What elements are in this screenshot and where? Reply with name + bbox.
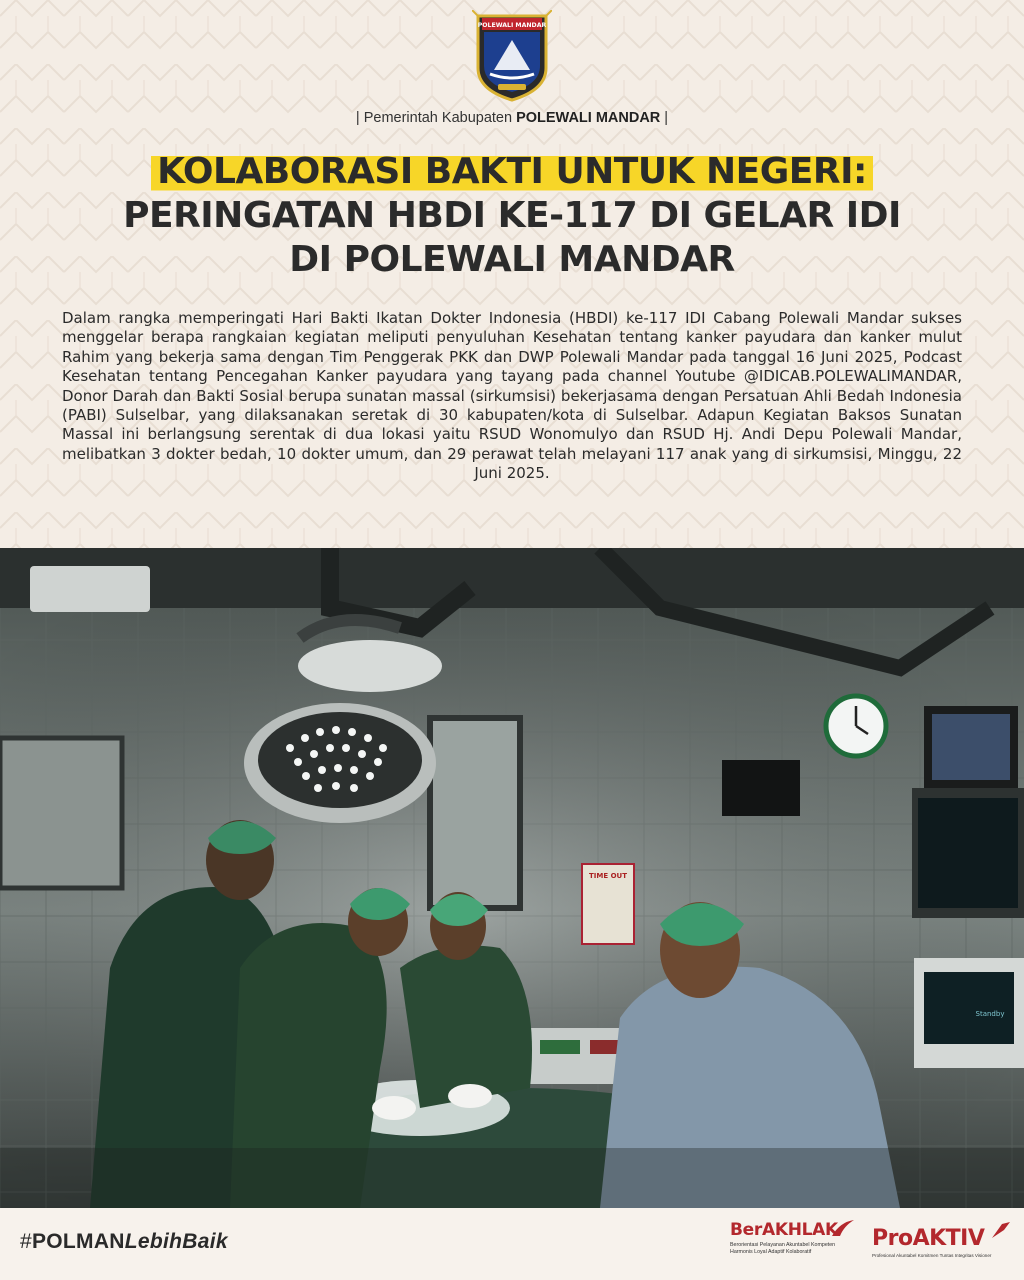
- hashtag: [20, 1230, 228, 1254]
- berakhlak-subtitle: Berorientasi Pelayanan Akuntabel Kompeten Harmonis Loyal Adaptif Kolaboratif: [730, 1242, 836, 1255]
- footer: [0, 1208, 1024, 1280]
- gov-suffix: |: [660, 110, 669, 126]
- headline-line-1: KOLABORASI BAKTI UNTUK NEGERI:: [151, 150, 873, 194]
- gov-name: POLEWALI MANDAR: [516, 110, 661, 126]
- hashtag-prefix: #: [20, 1230, 32, 1253]
- proaktiv-mark-icon: [990, 1220, 1012, 1240]
- headline-line-3: DI POLEWALI MANDAR: [289, 239, 735, 280]
- page-title: [0, 150, 1024, 282]
- headline-line-2: PERINGATAN HBDI KE-117 DI GELAR IDI: [123, 195, 901, 236]
- government-tagline: [0, 110, 1024, 126]
- article-body: Dalam rangka memperingati Hari Bakti Ikatan Dokter Indonesia (HBDI) ke-117 IDI Cabang Polewali Mandar sukses menggelar berapa rangkaian kegiatan meliputi penyuluhan Kesehatan tentang kanker payudara dan kanker mulut Rahim yang bekerja sama dengan Tim Penggerak PKK dan DWP Polewali Mandar pada tanggal 16 Juni 2025, Podcast Kesehatan tentang Pencegahan Kanker payudara yang tayang pada channel Youtube @IDICAB.POLEWALIMANDAR, Donor Darah dan Bakti Sosial berupa sunatan massal (sirkumsisi) bekerjasama dengan Persatuan Ahli Bedah Indonesia (PABI) Sulselbar, yang dilaksanakan seretak di 30 kabupaten/kota di Sulselbar. Adapun Kegiatan Baksos Sunatan Massal ini berlangsung serentak di dua lokasi yaitu RSUD Wonomulyo dan RSUD Hj. Andi Depu Polewali Mandar, melibatkan 3 dokter bedah, 10 dokter umum, dan 29 perawat telah melayani 117 anak yang di sirkumsisi, Minggu, 22 Juni 2025.: [62, 309, 962, 483]
- monitor-standby-label: Standby: [975, 1010, 1005, 1018]
- gov-prefix: | Pemerintah Kabupaten: [355, 110, 517, 126]
- time-out-poster-title: TIME OUT: [589, 872, 627, 880]
- proaktiv-title: ProAKTIV: [872, 1226, 985, 1251]
- proaktiv-subtitle: Profesional Akuntabel Komitmen Tuntas Integritas Visioner: [872, 1253, 992, 1258]
- polewali-mandar-crest-icon: [472, 10, 552, 102]
- crest-banner-text: POLEWALI MANDAR: [477, 22, 547, 29]
- hashtag-bold: POLMAN: [31, 1230, 125, 1253]
- berakhlak-logo: [730, 1220, 860, 1274]
- operating-room-photo: [0, 548, 1024, 1208]
- hashtag-italic: LebihBaik: [124, 1230, 228, 1253]
- proaktiv-logo: [872, 1220, 1012, 1274]
- berakhlak-title: BerAKHLAK: [730, 1220, 838, 1240]
- berakhlak-swoosh-icon: [830, 1218, 856, 1238]
